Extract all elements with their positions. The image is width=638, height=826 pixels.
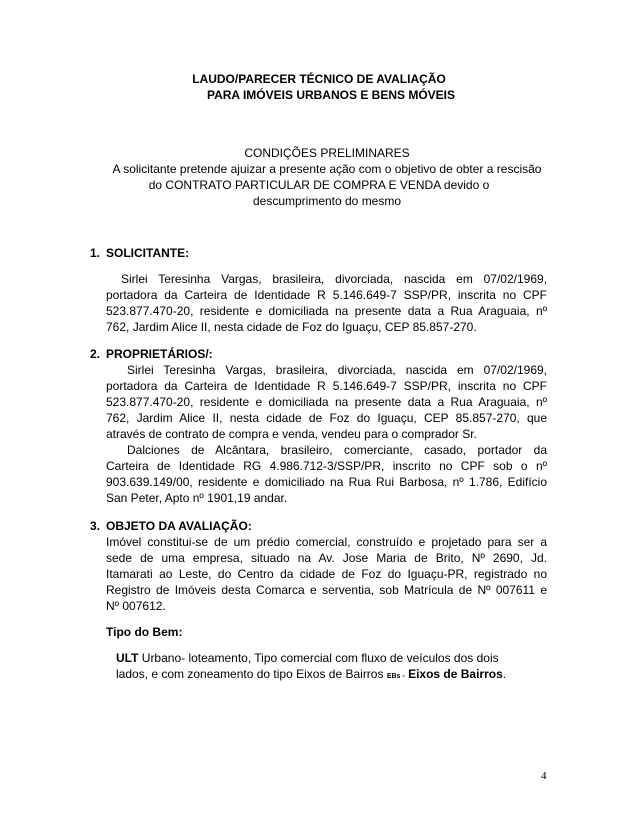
section-3-line: sede de uma empresa, situado na Av. Jose Maria de Brito, Nº 2690, Jd.	[106, 551, 547, 565]
section-1-line: Sirlei Teresinha Vargas, brasileira, divorciada, nascida em 07/02/1969,	[121, 272, 547, 286]
document-title-line2: PARA IMÓVEIS URBANOS E BENS MÓVEIS	[206, 88, 456, 102]
section-2-line: San Peter, Apto nº 1901,19 andar.	[106, 491, 288, 505]
document-title-line1: LAUDO/PARECER TÉCNICO DE AVALIAÇÃO	[192, 72, 446, 86]
preliminary-heading: CONDIÇÕES PRELIMINARES	[244, 146, 410, 160]
section-1-line: 523.877.470-20, residente e domiciliada na presente data a Rua Araguaia, nº	[106, 304, 547, 318]
ult-line2	[116, 666, 506, 685]
section-2-line: 903.639.149/00, residente e domiciliado na Rua Rui Barbosa, nº 1.786, Edifício	[106, 475, 547, 489]
section-2-heading	[90, 346, 213, 362]
section-2-line: portadora da Carteira de Identidade R 5.146.649-7 SSP/PR, inscrita no CPF	[106, 379, 547, 393]
preliminary-text-line2: do CONTRATO PARTICULAR DE COMPRA E VENDA devido o	[148, 178, 490, 192]
section-3-number: 3.	[90, 519, 101, 533]
section-3-title: OBJETO DA AVALIAÇÃO:	[106, 519, 252, 533]
ult-line1	[116, 650, 499, 666]
section-3-line: Imóvel constitui-se de um prédio comercial, construído e projetado para ser a	[106, 535, 547, 549]
preliminary-text-line3: descumprimento do mesmo	[252, 194, 402, 208]
section-3-line: Itamarati ao Leste, do Centro da cidade de Foz do Iguaçu-PR, registrado no	[106, 567, 547, 581]
section-3-line: Nº 007612.	[106, 599, 166, 613]
ult-period: .	[502, 667, 507, 681]
section-3-heading	[90, 518, 252, 534]
section-2-line: Dalciones de Alcântara, brasileiro, comerciante, casado, portador da	[127, 443, 547, 457]
section-2-line: Carteira de Identidade RG 4.986.712-3/SSP/PR, inscrito no CPF sob o nº	[106, 459, 547, 473]
section-1-line: portadora da Carteira de Identidade R 5.146.649-7 SSP/PR, inscrita no CPF	[106, 288, 547, 302]
ult-label: ULT	[116, 651, 139, 665]
ult-zoning-name: Eixos de Bairros	[404, 667, 503, 681]
preliminary-text-line1: A solicitante pretende ajuizar a presente ação com o objetivo de obter a rescisão	[112, 162, 542, 176]
section-2-title: PROPRIETÁRIOS/:	[106, 347, 213, 361]
tipo-do-bem-heading: Tipo do Bem:	[106, 625, 183, 639]
ult-description: Urbano- loteamento, Tipo comercial com fluxo de veículos dos dois	[138, 651, 499, 665]
section-3-line: Registro de Imóveis desta Comarca e serventia, sob Matrícula de Nº 007611 e	[106, 583, 547, 597]
section-1-line: 762, Jardim Alice II, nesta cidade de Foz do Iguaçu, CEP 85.857-270.	[106, 320, 477, 334]
ult-zoning-text: lados, e com zoneamento do tipo Eixos de Bairros	[116, 667, 387, 681]
section-1-number: 1.	[90, 246, 101, 260]
section-2-line: através de contrato de compra e venda, vendeu para o comprador Sr.	[106, 427, 477, 441]
page-number: 4	[541, 770, 547, 782]
section-1-heading	[90, 245, 189, 261]
section-2-line: 523.877.470-20, residente e domiciliada na presente data a Rua Araguaia, nº	[106, 395, 547, 409]
section-2-number: 2.	[90, 347, 101, 361]
section-2-line: 762, Jardim Alice II, nesta cidade de Foz do Iguaçu, CEP 85.857-270, que	[106, 411, 547, 425]
section-2-line: Sirlei Teresinha Vargas, brasileira, divorciada, nascida em 07/02/1969,	[127, 363, 547, 377]
section-1-title: SOLICITANTE:	[106, 246, 190, 260]
ult-zoning-code: EBs -	[386, 673, 405, 680]
